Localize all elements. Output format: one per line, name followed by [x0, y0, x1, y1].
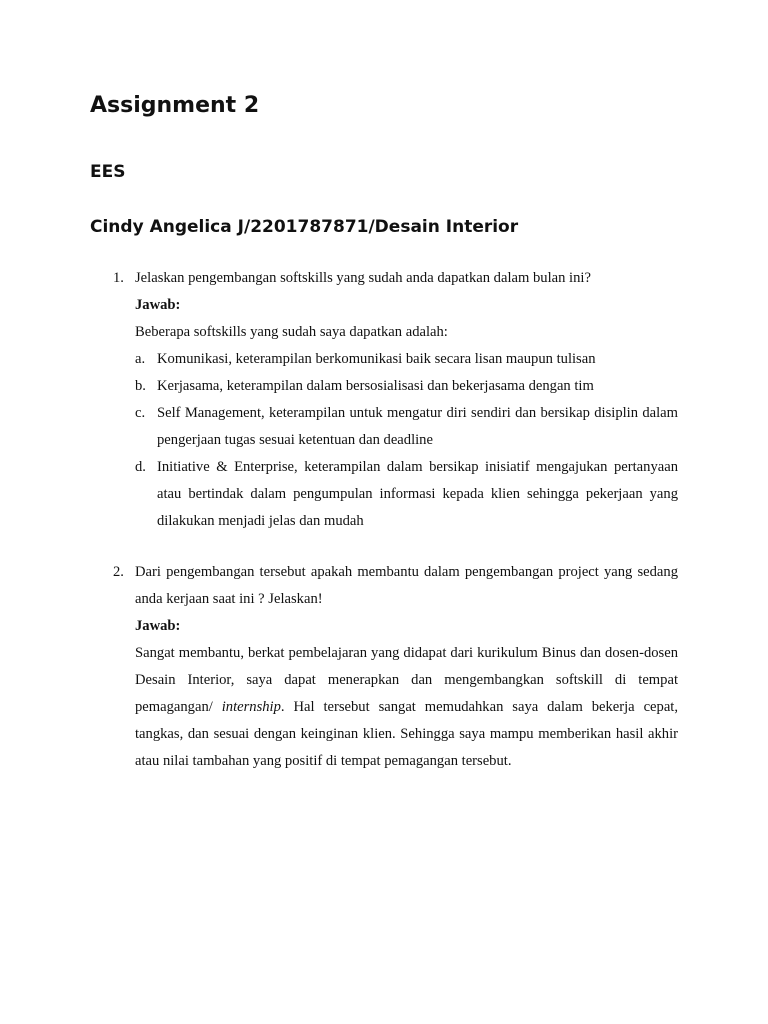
question-2-answer-italic: internship [221, 699, 281, 715]
question-2-text: Dari pengembangan tersebut apakah membantu dalam pengembangan project yang sedang anda kerjaan saat ini ? Jelaskan! [135, 564, 678, 607]
author-line: Cindy Angelica J/2201787871/Desain Interior [90, 217, 519, 237]
list-item-a-letter: a. [135, 351, 146, 367]
list-item-c-letter: c. [135, 405, 146, 421]
list-item-a-text: Komunikasi, keterampilan berkomunikasi baik secara lisan maupun tulisan [157, 351, 596, 367]
question-1-prompt [113, 265, 678, 292]
question-2-answer [113, 640, 678, 775]
list-item-c-text: Self Management, keterampilan untuk mengatur diri sendiri dan bersikap disiplin dalam pengerjaan tugas sesuai ketentuan dan deadline [157, 405, 678, 448]
list-item-d [113, 454, 678, 535]
document-title: Assignment 2 [90, 93, 260, 118]
question-2-answer-part1: Sangat membantu, berkat pembelajaran yang didapat dari kurikulum Binus dan dosen-dosen Desain Interior, saya dapat menerapkan dan mengembangkan softskill di tempat pemagangan/ [135, 645, 678, 715]
list-item-b [113, 373, 678, 400]
question-2-answer-part2: . Hal tersebut sangat memudahkan saya dalam bekerja cepat, tangkas, dan sesuai dengan keinginan klien. Sehingga saya mampu memberikan hasil akhir atau nilai tambahan yang positif di tempat pemagangan tersebut. [135, 699, 678, 769]
list-item-c [113, 400, 678, 454]
document-subtitle: EES [90, 162, 126, 182]
list-item-b-text: Kerjasama, keterampilan dalam bersosialisasi dan bekerjasama dengan tim [157, 378, 594, 394]
question-2-number: 2. [113, 564, 124, 580]
question-1-answer-label: Jawab: [135, 297, 181, 313]
question-2-answer-label: Jawab: [135, 618, 181, 634]
question-1-text: Jelaskan pengembangan softskills yang sudah anda dapatkan dalam bulan ini? [135, 270, 591, 286]
list-item-d-letter: d. [135, 459, 146, 475]
list-item-d-text: Initiative & Enterprise, keterampilan dalam bersikap inisiatif mengajukan pertanyaan atau bertindak dalam pengumpulan informasi kepada klien sehingga pekerjaan yang dilakukan menjadi jelas dan mudah [157, 459, 678, 529]
question-1-number: 1. [113, 270, 124, 286]
question-2 [113, 559, 678, 775]
question-1 [113, 265, 678, 535]
list-item-b-letter: b. [135, 378, 146, 394]
list-item-a [113, 346, 678, 373]
question-2-prompt [113, 559, 678, 613]
question-1-answer-intro: Beberapa softskills yang sudah saya dapatkan adalah: [135, 324, 448, 340]
